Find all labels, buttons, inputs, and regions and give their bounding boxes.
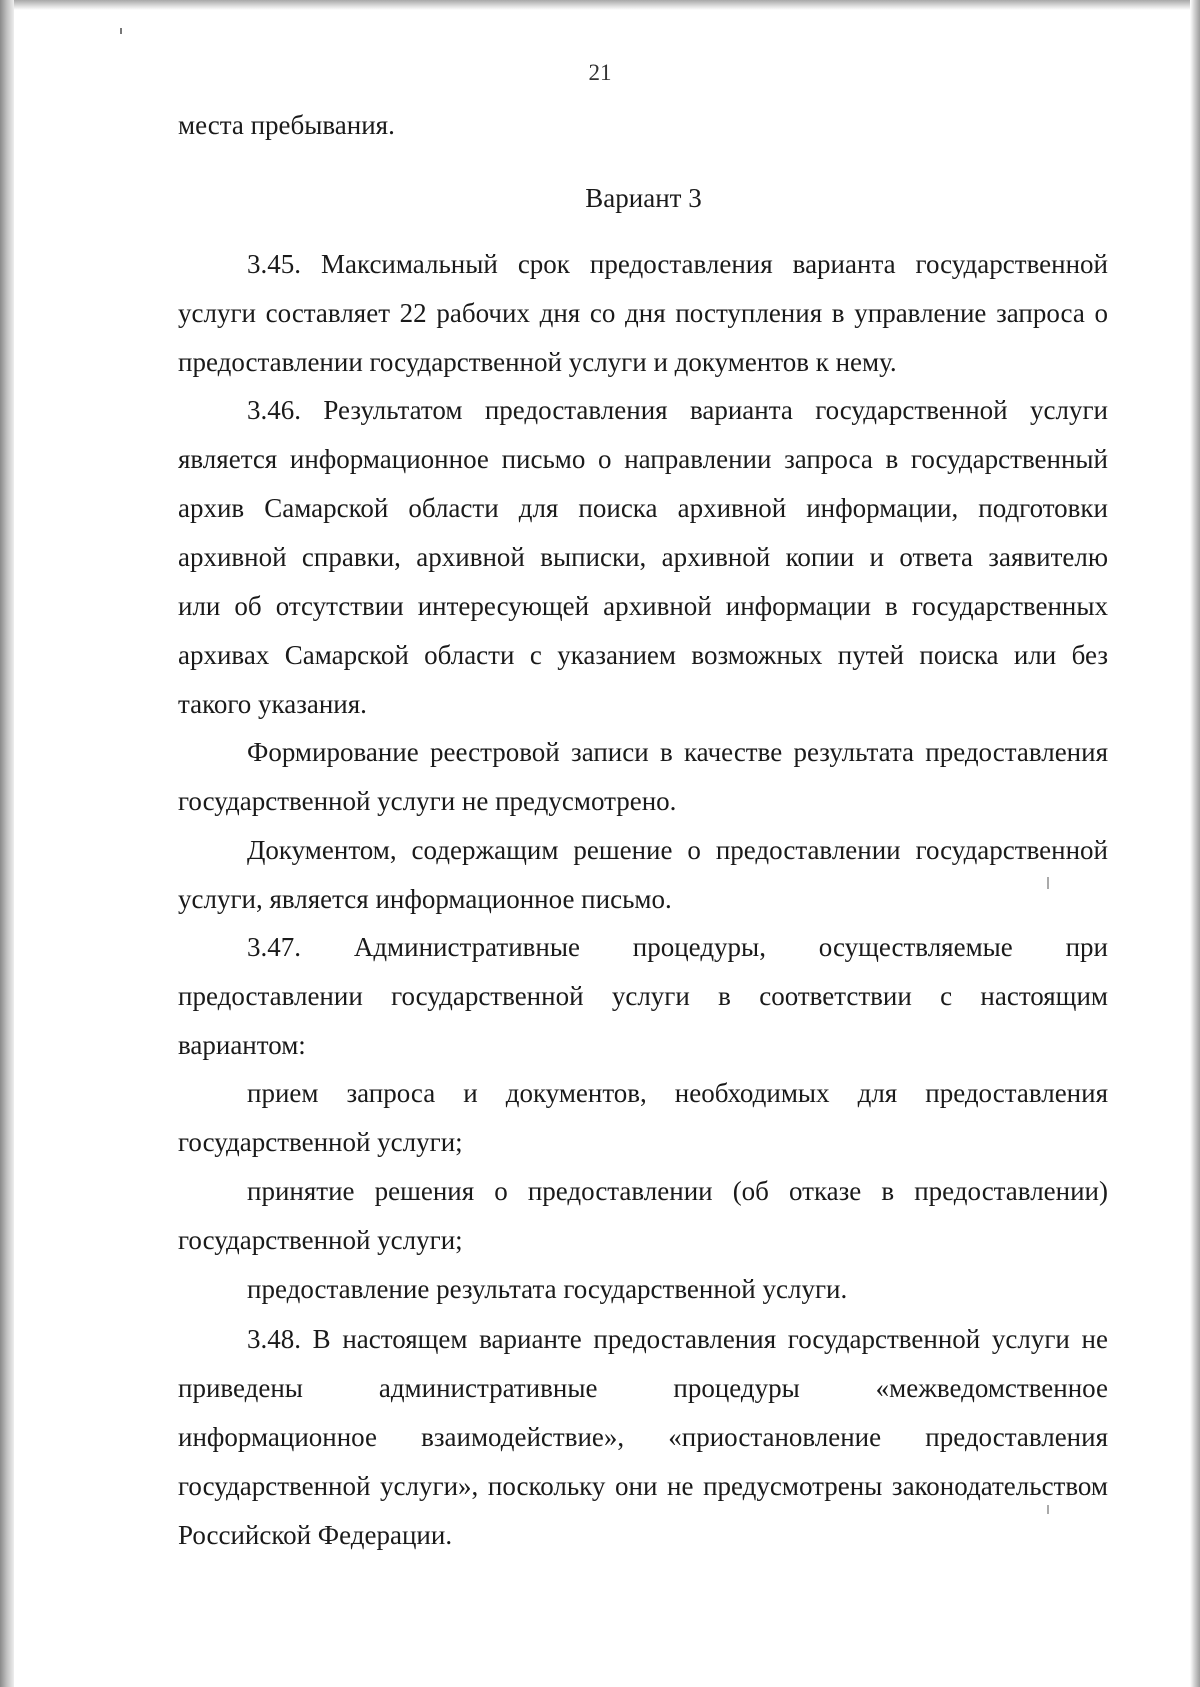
paragraph-line: или об отсутствии интересующей архивной информации в государственных: [178, 591, 1108, 621]
paragraph-line: архивной справки, архивной выписки, архивной копии и ответа заявителю: [178, 542, 1108, 572]
paragraph-line: Российской Федерации.: [178, 1520, 453, 1550]
paragraph-3-46: [178, 386, 1108, 729]
procedure-item-1: [178, 1069, 1108, 1167]
paragraph-line: принятие решения о предоставлении (об отказе в предоставлении): [247, 1176, 1108, 1206]
paragraph-line: предоставлении государственной услуги в соответствии с настоящим: [178, 981, 1108, 1011]
paragraph-line: приведены административные процедуры «межведомственное: [178, 1373, 1108, 1403]
paragraph-line: архивах Самарской области с указанием возможных путей поиска или без: [178, 640, 1108, 670]
paragraph-line: вариантом:: [178, 1030, 306, 1060]
paragraph-line: услуги составляет 22 рабочих дня со дня поступления в управление запроса о: [178, 298, 1108, 328]
scan-edge-top: [0, 0, 1200, 10]
scan-edge-right: [1190, 0, 1200, 1687]
paragraph-line: услуги, является информационное письмо.: [178, 884, 672, 914]
scan-speck: [120, 28, 122, 34]
paragraph-line: архив Самарской области для поиска архивной информации, подготовки: [178, 493, 1108, 523]
paragraph-3-47: [178, 923, 1108, 1070]
paragraph-line: прием запроса и документов, необходимых для предоставления: [247, 1078, 1108, 1108]
paragraph-line: предоставление результата государственной услуги.: [247, 1274, 848, 1304]
paragraph-line: информационное взаимодействие», «приостановление предоставления: [178, 1422, 1108, 1452]
paragraph-line: такого указания.: [178, 689, 367, 719]
paragraph-line: 3.47. Административные процедуры, осуществляемые при: [247, 932, 1108, 962]
procedure-item-3: [178, 1265, 1108, 1314]
paragraph-3-45: [178, 240, 1108, 387]
scan-edge-left: [0, 0, 14, 1687]
paragraph-document: [178, 826, 1108, 924]
paragraph-line: государственной услуги;: [178, 1127, 463, 1157]
paragraph-line: государственной услуги;: [178, 1225, 463, 1255]
paragraph-line: 3.45. Максимальный срок предоставления варианта государственной: [247, 249, 1108, 279]
paragraph-line: 3.46. Результатом предоставления варианта государственной услуги: [247, 395, 1108, 425]
paragraph-line: Документом, содержащим решение о предоставлении государственной: [247, 835, 1108, 865]
paragraph-line: государственной услуги», поскольку они не предусмотрены законодательством: [178, 1471, 1108, 1501]
lead-line: места пребывания.: [178, 110, 395, 140]
paragraph-3-48: [178, 1315, 1108, 1560]
paragraph-line: является информационное письмо о направлении запроса в государственный: [178, 444, 1108, 474]
lead-line-block: [178, 101, 1108, 150]
paragraph-registry: [178, 728, 1108, 826]
paragraph-line: Формирование реестровой записи в качестве результата предоставления: [247, 737, 1108, 767]
page-number: 21: [588, 60, 612, 85]
paragraph-line: государственной услуги не предусмотрено.: [178, 786, 677, 816]
procedure-item-2: [178, 1167, 1108, 1265]
section-heading: Вариант 3: [585, 183, 702, 213]
paragraph-line: предоставлении государственной услуги и документов к нему.: [178, 347, 897, 377]
paragraph-line: 3.48. В настоящем варианте предоставления государственной услуги не: [247, 1324, 1108, 1354]
